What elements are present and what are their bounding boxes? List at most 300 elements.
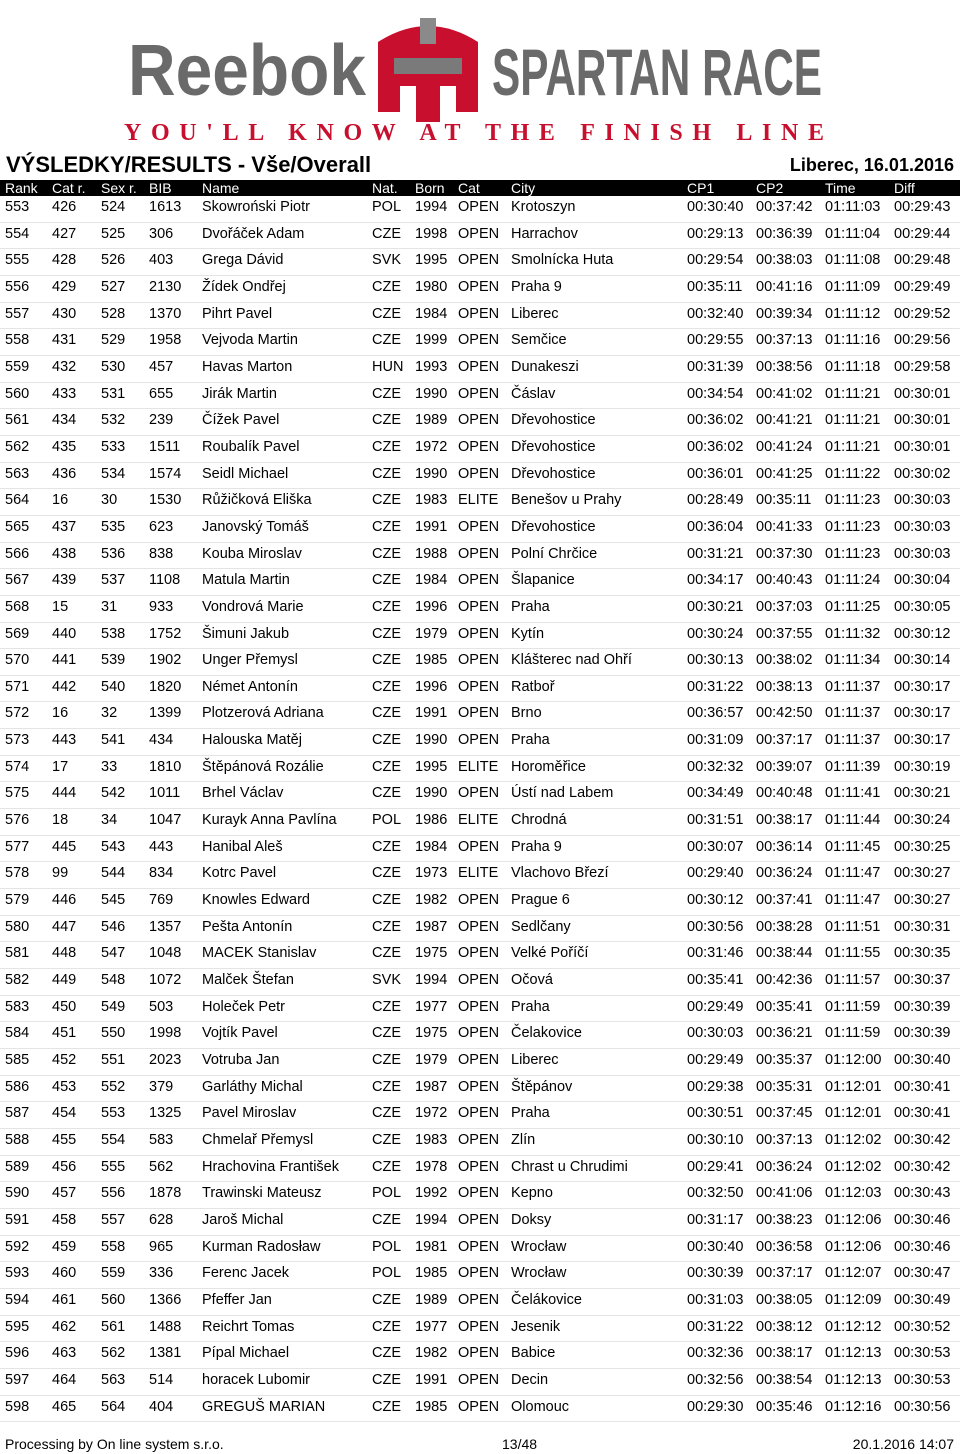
cell-cp1: 00:32:36 bbox=[687, 1345, 744, 1362]
cell-name: Skowroński Piotr bbox=[202, 199, 310, 215]
cell-rank: 589 bbox=[5, 1158, 30, 1175]
cell-nat: CZE bbox=[372, 918, 401, 935]
cell-rank: 593 bbox=[5, 1265, 30, 1282]
cell-cp2: 00:38:02 bbox=[756, 652, 813, 669]
cell-name: Kurman Radosław bbox=[202, 1238, 321, 1255]
cell-cp1: 00:34:49 bbox=[687, 785, 744, 802]
cell-rank: 576 bbox=[5, 812, 30, 829]
table-row bbox=[0, 1316, 960, 1343]
cell-cp2: 00:35:46 bbox=[756, 1398, 813, 1415]
cell-sex-rank: 559 bbox=[101, 1265, 126, 1282]
cell-city: Horoměřice bbox=[511, 758, 586, 775]
table-row bbox=[0, 862, 960, 889]
cell-nat: CZE bbox=[372, 412, 401, 429]
cell-cp1: 00:29:49 bbox=[687, 998, 744, 1015]
cell-name: Vondrová Marie bbox=[202, 598, 304, 615]
cell-bib: 1752 bbox=[149, 625, 182, 642]
cell-nat: CZE bbox=[372, 1025, 401, 1042]
cell-born: 1999 bbox=[415, 332, 448, 349]
cell-cp2: 00:37:45 bbox=[756, 1105, 813, 1122]
cell-time: 01:11:23 bbox=[825, 545, 881, 562]
cell-time: 01:11:21 bbox=[825, 385, 881, 402]
cell-cp2: 00:38:12 bbox=[756, 1318, 813, 1335]
table-row bbox=[0, 676, 960, 703]
header-time: Time bbox=[825, 180, 856, 196]
cell-time: 01:11:47 bbox=[825, 865, 881, 882]
cell-city: Vlachovo Březí bbox=[511, 865, 609, 882]
cell-diff: 00:30:56 bbox=[894, 1398, 951, 1415]
cell-bib: 838 bbox=[149, 545, 174, 562]
cell-name: Trawinski Mateusz bbox=[202, 1185, 322, 1202]
cell-name: Kouba Miroslav bbox=[202, 545, 302, 562]
cell-bib: 503 bbox=[149, 998, 174, 1015]
tagline: YOU'LL KNOW AT THE FINISH LINE bbox=[124, 120, 824, 146]
cell-rank: 575 bbox=[5, 785, 30, 802]
cell-born: 1981 bbox=[415, 1238, 448, 1255]
cell-diff: 00:30:19 bbox=[894, 758, 951, 775]
cell-city: Praha 9 bbox=[511, 838, 562, 855]
cell-cat: OPEN bbox=[458, 998, 500, 1015]
cell-city: Velké Poříčí bbox=[511, 945, 589, 962]
cell-time: 01:11:37 bbox=[825, 732, 881, 749]
cell-nat: CZE bbox=[372, 572, 401, 589]
cell-cp2: 00:36:24 bbox=[756, 865, 813, 882]
cell-city: Praha 9 bbox=[511, 278, 562, 295]
cell-cp1: 00:30:56 bbox=[687, 918, 744, 935]
table-row bbox=[0, 1396, 960, 1423]
cell-sex-rank: 554 bbox=[101, 1131, 126, 1148]
cell-cat-rank: 440 bbox=[52, 625, 77, 642]
cell-cat-rank: 460 bbox=[52, 1265, 77, 1282]
cell-city: Babice bbox=[511, 1345, 556, 1362]
cell-cat-rank: 426 bbox=[52, 199, 77, 215]
cell-city: Zlín bbox=[511, 1131, 536, 1148]
cell-cp2: 00:37:13 bbox=[756, 1131, 813, 1148]
cell-diff: 00:30:46 bbox=[894, 1211, 951, 1228]
cell-cp2: 00:38:28 bbox=[756, 918, 813, 935]
table-row bbox=[0, 543, 960, 570]
cell-diff: 00:30:35 bbox=[894, 945, 951, 962]
cell-city: Polní Chrčice bbox=[511, 545, 598, 562]
cell-sex-rank: 560 bbox=[101, 1291, 126, 1308]
cell-rank: 583 bbox=[5, 998, 30, 1015]
cell-cat: OPEN bbox=[458, 358, 500, 375]
cell-cat: OPEN bbox=[458, 1265, 500, 1282]
cell-cat-rank: 447 bbox=[52, 918, 77, 935]
cell-nat: CZE bbox=[372, 598, 401, 615]
cell-sex-rank: 541 bbox=[101, 732, 126, 749]
cell-cp2: 00:36:58 bbox=[756, 1238, 813, 1255]
cell-sex-rank: 531 bbox=[101, 385, 126, 402]
cell-cat-rank: 462 bbox=[52, 1318, 77, 1335]
table-row bbox=[0, 303, 960, 330]
cell-rank: 580 bbox=[5, 918, 30, 935]
cell-cat: OPEN bbox=[458, 1158, 500, 1175]
cell-cp1: 00:31:09 bbox=[687, 732, 744, 749]
cell-cat: OPEN bbox=[458, 1211, 500, 1228]
cell-time: 01:12:02 bbox=[825, 1158, 882, 1175]
cell-cat-rank: 453 bbox=[52, 1078, 77, 1095]
cell-bib: 1511 bbox=[149, 438, 181, 455]
cell-sex-rank: 540 bbox=[101, 678, 126, 695]
cell-time: 01:11:57 bbox=[825, 972, 881, 989]
cell-city: Jesenik bbox=[511, 1318, 561, 1335]
header-cp2: CP2 bbox=[756, 180, 784, 196]
header-diff: Diff bbox=[894, 180, 915, 196]
cell-rank: 585 bbox=[5, 1052, 30, 1068]
cell-name: Janovský Tomáš bbox=[202, 518, 309, 535]
cell-bib: 1048 bbox=[149, 945, 182, 962]
cell-time: 01:11:59 bbox=[825, 998, 881, 1015]
cell-nat: SVK bbox=[372, 972, 402, 989]
cell-nat: CZE bbox=[372, 1398, 401, 1415]
cell-cp2: 00:38:23 bbox=[756, 1211, 813, 1228]
cell-rank: 564 bbox=[5, 492, 30, 509]
cell-name: Čížek Pavel bbox=[202, 412, 280, 429]
cell-cat-rank: 17 bbox=[52, 758, 69, 775]
cell-cp2: 00:38:56 bbox=[756, 358, 813, 375]
cell-rank: 588 bbox=[5, 1131, 30, 1148]
cell-bib: 403 bbox=[149, 252, 174, 269]
cell-sex-rank: 536 bbox=[101, 545, 126, 562]
table-header bbox=[0, 180, 960, 196]
cell-cat-rank: 465 bbox=[52, 1398, 77, 1415]
cell-nat: CZE bbox=[372, 332, 401, 349]
cell-time: 01:11:39 bbox=[825, 758, 881, 775]
cell-cat: OPEN bbox=[458, 838, 500, 855]
cell-born: 1990 bbox=[415, 785, 448, 802]
cell-rank: 561 bbox=[5, 412, 30, 429]
cell-cat: OPEN bbox=[458, 465, 500, 482]
cell-nat: POL bbox=[372, 812, 402, 829]
cell-bib: 1820 bbox=[149, 678, 182, 695]
cell-cat-rank: 455 bbox=[52, 1131, 77, 1148]
cell-cp2: 00:38:05 bbox=[756, 1291, 813, 1308]
cell-cp1: 00:34:54 bbox=[687, 385, 744, 402]
cell-cp1: 00:29:54 bbox=[687, 252, 744, 269]
table-row bbox=[0, 916, 960, 943]
cell-name: Pípal Michael bbox=[202, 1345, 290, 1362]
table-row bbox=[0, 329, 960, 356]
cell-time: 01:12:07 bbox=[825, 1265, 882, 1282]
cell-sex-rank: 532 bbox=[101, 412, 126, 429]
cell-sex-rank: 564 bbox=[101, 1398, 126, 1415]
cell-diff: 00:29:43 bbox=[894, 199, 951, 215]
cell-name: Kotrc Pavel bbox=[202, 865, 277, 882]
cell-cp1: 00:36:04 bbox=[687, 518, 744, 535]
cell-cp2: 00:41:06 bbox=[756, 1185, 813, 1202]
cell-rank: 566 bbox=[5, 545, 30, 562]
table-row bbox=[0, 969, 960, 996]
results-title-bar bbox=[6, 150, 954, 180]
cell-cat-rank: 437 bbox=[52, 518, 77, 535]
cell-nat: POL bbox=[372, 1185, 402, 1202]
table-row bbox=[0, 1129, 960, 1156]
cell-nat: CZE bbox=[372, 945, 401, 962]
cell-name: Brhel Václav bbox=[202, 785, 284, 802]
cell-sex-rank: 530 bbox=[101, 358, 126, 375]
cell-nat: CZE bbox=[372, 385, 401, 402]
cell-diff: 00:30:40 bbox=[894, 1052, 951, 1068]
cell-diff: 00:30:27 bbox=[894, 892, 951, 909]
cell-cat: OPEN bbox=[458, 1025, 500, 1042]
cell-cp2: 00:35:11 bbox=[756, 492, 812, 509]
cell-rank: 554 bbox=[5, 225, 30, 242]
cell-cp2: 00:37:30 bbox=[756, 545, 813, 562]
cell-bib: 1399 bbox=[149, 705, 182, 722]
page-title: VÝSLEDKY/RESULTS - Vše/Overall bbox=[6, 152, 372, 177]
cell-cp1: 00:32:56 bbox=[687, 1371, 744, 1388]
cell-bib: 583 bbox=[149, 1131, 174, 1148]
cell-cp2: 00:39:07 bbox=[756, 758, 813, 775]
cell-diff: 00:30:05 bbox=[894, 598, 951, 615]
cell-bib: 1047 bbox=[149, 812, 182, 829]
cell-born: 1989 bbox=[415, 1291, 448, 1308]
cell-rank: 592 bbox=[5, 1238, 30, 1255]
cell-name: Růžičková Eliška bbox=[202, 492, 312, 509]
cell-name: Pihrt Pavel bbox=[202, 305, 273, 322]
cell-cat: OPEN bbox=[458, 518, 500, 535]
cell-city: Dřevohostice bbox=[511, 438, 596, 455]
cell-cp1: 00:36:02 bbox=[687, 438, 744, 455]
table-row bbox=[0, 196, 960, 223]
cell-nat: CZE bbox=[372, 1291, 401, 1308]
table-row bbox=[0, 649, 960, 676]
cell-bib: 1998 bbox=[149, 1025, 182, 1042]
cell-city: Krotoszyn bbox=[511, 199, 576, 215]
cell-time: 01:11:37 bbox=[825, 678, 881, 695]
cell-nat: CZE bbox=[372, 1105, 401, 1122]
cell-bib: 404 bbox=[149, 1398, 174, 1415]
table-row bbox=[0, 836, 960, 863]
cell-cat: OPEN bbox=[458, 252, 500, 269]
cell-sex-rank: 562 bbox=[101, 1345, 126, 1362]
cell-cat-rank: 452 bbox=[52, 1052, 77, 1068]
cell-cat: OPEN bbox=[458, 1318, 500, 1335]
cell-name: Malček Štefan bbox=[202, 972, 294, 989]
cell-cp1: 00:31:39 bbox=[687, 358, 744, 375]
cell-rank: 556 bbox=[5, 278, 30, 295]
cell-city: Decin bbox=[511, 1371, 549, 1388]
cell-cat-rank: 430 bbox=[52, 305, 77, 322]
cell-born: 1972 bbox=[415, 1105, 448, 1122]
cell-diff: 00:30:02 bbox=[894, 465, 951, 482]
cell-rank: 563 bbox=[5, 465, 30, 482]
cell-city: Semčice bbox=[511, 332, 567, 349]
cell-born: 1995 bbox=[415, 758, 448, 775]
cell-bib: 336 bbox=[149, 1265, 174, 1282]
cell-name: Votruba Jan bbox=[202, 1052, 280, 1068]
cell-bib: 562 bbox=[149, 1158, 174, 1175]
cell-sex-rank: 545 bbox=[101, 892, 126, 909]
cell-diff: 00:30:01 bbox=[894, 438, 951, 455]
table-row bbox=[0, 1209, 960, 1236]
cell-cat: OPEN bbox=[458, 732, 500, 749]
cell-name: Jirák Martin bbox=[202, 385, 277, 402]
cell-cat: OPEN bbox=[458, 1105, 500, 1122]
cell-rank: 578 bbox=[5, 865, 30, 882]
cell-sex-rank: 34 bbox=[101, 812, 118, 829]
cell-nat: CZE bbox=[372, 1158, 401, 1175]
cell-nat: CZE bbox=[372, 305, 401, 322]
cell-diff: 00:30:42 bbox=[894, 1158, 951, 1175]
cell-nat: CZE bbox=[372, 758, 401, 775]
cell-cat-rank: 18 bbox=[52, 812, 69, 829]
table-row bbox=[0, 1369, 960, 1396]
cell-nat: CZE bbox=[372, 865, 401, 882]
cell-time: 01:11:22 bbox=[825, 465, 881, 482]
table-row bbox=[0, 249, 960, 276]
cell-city: Brno bbox=[511, 705, 542, 722]
cell-nat: CZE bbox=[372, 998, 401, 1015]
cell-nat: CZE bbox=[372, 1318, 401, 1335]
cell-cp1: 00:31:03 bbox=[687, 1291, 744, 1308]
cell-cat: OPEN bbox=[458, 945, 500, 962]
cell-nat: CZE bbox=[372, 225, 401, 242]
cell-city: Liberec bbox=[511, 305, 559, 322]
cell-name: Hanibal Aleš bbox=[202, 838, 283, 855]
cell-city: Wrocław bbox=[511, 1265, 567, 1282]
cell-city: Čelakovice bbox=[511, 1025, 582, 1042]
table-row bbox=[0, 383, 960, 410]
cell-cp1: 00:30:13 bbox=[687, 652, 744, 669]
cell-name: Kurayk Anna Pavlína bbox=[202, 812, 337, 829]
cell-time: 01:12:16 bbox=[825, 1398, 882, 1415]
cell-time: 01:12:09 bbox=[825, 1291, 882, 1308]
cell-name: Žídek Ondřej bbox=[202, 278, 286, 295]
cell-name: Hrachovina František bbox=[202, 1158, 339, 1175]
cell-born: 1980 bbox=[415, 278, 448, 295]
cell-born: 1975 bbox=[415, 945, 448, 962]
cell-name: Halouska Matěj bbox=[202, 732, 302, 749]
cell-cp2: 00:37:55 bbox=[756, 625, 813, 642]
cell-rank: 582 bbox=[5, 972, 30, 989]
cell-bib: 1381 bbox=[149, 1345, 182, 1362]
cell-rank: 565 bbox=[5, 518, 30, 535]
cell-diff: 00:30:41 bbox=[894, 1105, 951, 1122]
table-row bbox=[0, 276, 960, 303]
cell-bib: 965 bbox=[149, 1238, 174, 1255]
cell-cp1: 00:30:40 bbox=[687, 199, 744, 215]
cell-cat: OPEN bbox=[458, 1078, 500, 1095]
cell-cat: OPEN bbox=[458, 1291, 500, 1308]
header-bib: BIB bbox=[149, 180, 172, 196]
cell-rank: 581 bbox=[5, 945, 30, 962]
table-row bbox=[0, 809, 960, 836]
cell-cp2: 00:38:03 bbox=[756, 252, 813, 269]
cell-cp2: 00:37:17 bbox=[756, 1265, 813, 1282]
cell-name: horacek Lubomir bbox=[202, 1371, 310, 1388]
cell-born: 1994 bbox=[415, 1211, 448, 1228]
cell-cp1: 00:31:21 bbox=[687, 545, 744, 562]
cell-born: 1985 bbox=[415, 1265, 448, 1282]
cell-cat-rank: 432 bbox=[52, 358, 77, 375]
cell-time: 01:12:01 bbox=[825, 1078, 882, 1095]
cell-cat: OPEN bbox=[458, 1398, 500, 1415]
cell-diff: 00:29:48 bbox=[894, 252, 951, 269]
cell-nat: CZE bbox=[372, 732, 401, 749]
cell-cp2: 00:36:14 bbox=[756, 838, 813, 855]
cell-name: Grega Dávid bbox=[202, 252, 284, 269]
cell-city: Ratboř bbox=[511, 678, 555, 695]
cell-born: 1973 bbox=[415, 865, 448, 882]
cell-name: Chmelař Přemysl bbox=[202, 1131, 314, 1148]
cell-cp1: 00:29:38 bbox=[687, 1078, 744, 1095]
cell-nat: CZE bbox=[372, 838, 401, 855]
cell-nat: CZE bbox=[372, 1078, 401, 1095]
cell-cp1: 00:29:49 bbox=[687, 1052, 744, 1068]
cell-born: 1977 bbox=[415, 998, 448, 1015]
cell-sex-rank: 528 bbox=[101, 305, 126, 322]
cell-born: 1983 bbox=[415, 492, 448, 509]
cell-sex-rank: 556 bbox=[101, 1185, 126, 1202]
cell-bib: 2130 bbox=[149, 278, 182, 295]
cell-rank: 569 bbox=[5, 625, 30, 642]
cell-time: 01:11:09 bbox=[825, 278, 881, 295]
cell-time: 01:11:41 bbox=[825, 785, 881, 802]
cell-cat-rank: 441 bbox=[52, 652, 77, 669]
cell-born: 1991 bbox=[415, 705, 448, 722]
cell-cat-rank: 442 bbox=[52, 678, 77, 695]
cell-cp2: 00:37:13 bbox=[756, 332, 813, 349]
cell-nat: CZE bbox=[372, 1131, 401, 1148]
cell-sex-rank: 550 bbox=[101, 1025, 126, 1042]
cell-cat-rank: 427 bbox=[52, 225, 77, 242]
table-row bbox=[0, 489, 960, 516]
spartan-helmet-icon bbox=[378, 18, 478, 122]
cell-cat: OPEN bbox=[458, 412, 500, 429]
cell-city: Kepno bbox=[511, 1185, 553, 1202]
table-row bbox=[0, 436, 960, 463]
cell-rank: 562 bbox=[5, 438, 30, 455]
cell-city: Kytín bbox=[511, 625, 545, 642]
cell-bib: 457 bbox=[149, 358, 174, 375]
cell-born: 1990 bbox=[415, 732, 448, 749]
cell-city: Dunakeszi bbox=[511, 358, 579, 375]
cell-city: Liberec bbox=[511, 1052, 559, 1068]
page-footer bbox=[5, 1436, 954, 1452]
cell-city: Klášterec nad Ohří bbox=[511, 652, 632, 669]
cell-city: Čáslav bbox=[511, 385, 556, 402]
cell-sex-rank: 33 bbox=[101, 758, 118, 775]
cell-time: 01:11:08 bbox=[825, 252, 881, 269]
table-row bbox=[0, 1289, 960, 1316]
header-nat: Nat. bbox=[372, 180, 398, 196]
cell-cat-rank: 454 bbox=[52, 1105, 77, 1122]
cell-cat-rank: 457 bbox=[52, 1185, 77, 1202]
reebok-wordmark: Reebok bbox=[128, 31, 367, 111]
cell-born: 1994 bbox=[415, 199, 448, 215]
cell-diff: 00:30:17 bbox=[894, 732, 951, 749]
cell-diff: 00:30:41 bbox=[894, 1078, 951, 1095]
cell-cp1: 00:31:22 bbox=[687, 1318, 744, 1335]
cell-cat: OPEN bbox=[458, 625, 500, 642]
cell-cp2: 00:37:42 bbox=[756, 199, 813, 215]
cell-cat: OPEN bbox=[458, 1131, 500, 1148]
cell-bib: 769 bbox=[149, 892, 174, 909]
cell-rank: 557 bbox=[5, 305, 30, 322]
cell-cat-rank: 428 bbox=[52, 252, 77, 269]
cell-name: Šimuni Jakub bbox=[202, 625, 290, 642]
cell-diff: 00:29:49 bbox=[894, 278, 951, 295]
cell-city: Smolnícka Huta bbox=[511, 252, 614, 269]
cell-city: Sedlčany bbox=[511, 918, 571, 935]
cell-name: Német Antonín bbox=[202, 678, 298, 695]
cell-sex-rank: 526 bbox=[101, 252, 126, 269]
cell-city: Štěpánov bbox=[511, 1078, 573, 1095]
cell-rank: 574 bbox=[5, 758, 30, 775]
cell-time: 01:11:23 bbox=[825, 492, 881, 509]
